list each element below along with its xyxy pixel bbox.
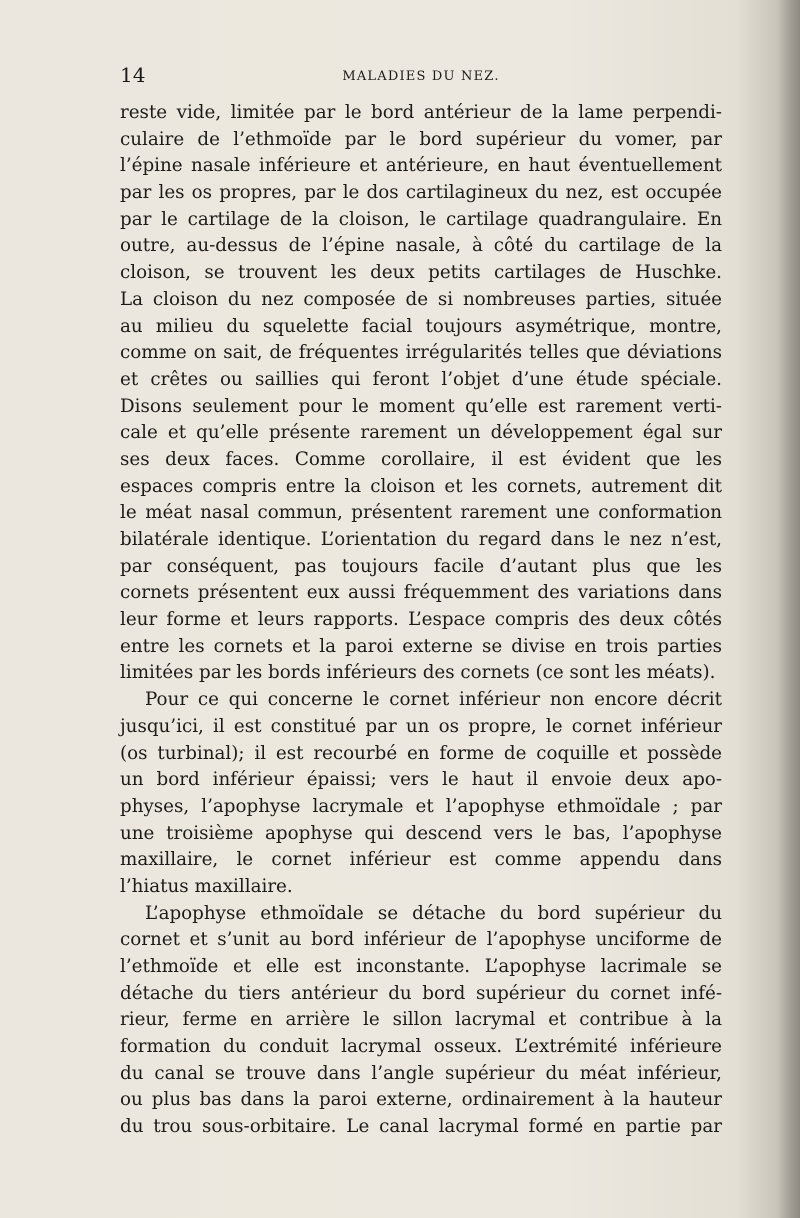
text-line: cloison, se trouvent les deux petits cartilages de Huschke.	[120, 262, 722, 284]
text-line: cale et qu’elle présente rarement un développement égal sur	[120, 422, 722, 444]
page-edge-shadow	[778, 0, 800, 1218]
paragraph-3	[120, 901, 722, 1141]
running-title: MALADIES DU NEZ.	[342, 69, 500, 84]
text-line: cornet et s’unit au bord inférieur de l’apophyse unciforme de	[120, 929, 722, 951]
text-line: outre, au-dessus de l’épine nasale, à côté du cartilage de la	[120, 235, 722, 257]
text-line: l’hiatus maxillaire.	[120, 875, 293, 897]
text-line: (os turbinal); il est recourbé en forme de coquille et possède	[120, 742, 722, 764]
text-line: un bord inférieur épaissi; vers le haut il envoie deux apo-	[120, 769, 722, 791]
page-body	[120, 100, 722, 1141]
text-line: détache du tiers antérieur du bord supérieur du cornet infé-	[120, 982, 722, 1004]
text-line: par le cartilage de la cloison, le cartilage quadrangulaire. En	[120, 208, 722, 230]
text-line: le méat nasal commun, présentent rarement une conformation	[120, 502, 722, 524]
text-line: espaces compris entre la cloison et les cornets, autrement dit	[120, 475, 722, 497]
text-line: et crêtes ou saillies qui feront l’objet d’une étude spéciale.	[120, 368, 722, 390]
text-line: du canal se trouve dans l’angle supérieur du méat inférieur,	[120, 1062, 722, 1084]
text-line: formation du conduit lacrymal osseux. L’extrémité inférieure	[120, 1036, 722, 1058]
text-line: par les os propres, par le dos cartilagineux du nez, est occupée	[120, 182, 722, 204]
text-line: comme on sait, de fréquentes irrégularités telles que déviations	[120, 342, 722, 364]
text-line: l’ethmoïde et elle est inconstante. L’apophyse lacrimale se	[120, 956, 722, 977]
text-line: ses deux faces. Comme corollaire, il est évident que les	[120, 448, 722, 470]
text-line: ou plus bas dans la paroi externe, ordinairement à la hauteur	[120, 1089, 722, 1111]
text-line: maxillaire, le cornet inférieur est comme appendu dans	[120, 849, 722, 871]
text-line: L’apophyse ethmoïdale se détache du bord supérieur du	[145, 902, 722, 924]
text-line: culaire de l’ethmoïde par le bord supérieur du vomer, par	[120, 128, 722, 150]
paragraph-2	[120, 687, 722, 901]
text-line: entre les cornets et la paroi externe se divise en trois parties	[120, 635, 722, 657]
text-line: au milieu du squelette facial toujours asymétrique, montre,	[120, 315, 722, 337]
page-number: 14	[120, 63, 146, 87]
text-line: rieur, ferme en arrière le sillon lacrymal et contribue à la	[120, 1009, 722, 1031]
paragraph-1	[120, 100, 722, 687]
text-line: bilatérale identique. L’orientation du regard dans le nez n’est,	[120, 529, 722, 550]
page-header	[120, 60, 722, 90]
text-line: Disons seulement pour le moment qu’elle est rarement verti-	[120, 395, 722, 417]
text-line: La cloison du nez composée de si nombreuses parties, située	[120, 288, 722, 310]
text-line: leur forme et leurs rapports. L’espace compris des deux côtés	[120, 609, 722, 631]
text-line: par conséquent, pas toujours facile d’autant plus que les	[120, 555, 722, 577]
text-line: du trou sous-orbitaire. Le canal lacrymal formé en partie par	[120, 1116, 722, 1138]
text-line: limitées par les bords inférieurs des cornets (ce sont les méats).	[120, 662, 716, 684]
text-line: une troisième apophyse qui descend vers le bas, l’apophyse	[120, 822, 722, 844]
text-line: Pour ce qui concerne le cornet inférieur non encore décrit	[145, 689, 722, 711]
text-line: l’épine nasale inférieure et antérieure, en haut éventuellement	[120, 155, 722, 177]
text-line: reste vide, limitée par le bord antérieur de la lame perpendi-	[120, 102, 722, 123]
text-line: jusqu’ici, il est constitué par un os propre, le cornet inférieur	[120, 715, 722, 737]
text-line: cornets présentent eux aussi fréquemment des variations dans	[120, 582, 722, 604]
text-line: physes, l’apophyse lacrymale et l’apophyse ethmoïdale ; par	[120, 795, 722, 817]
